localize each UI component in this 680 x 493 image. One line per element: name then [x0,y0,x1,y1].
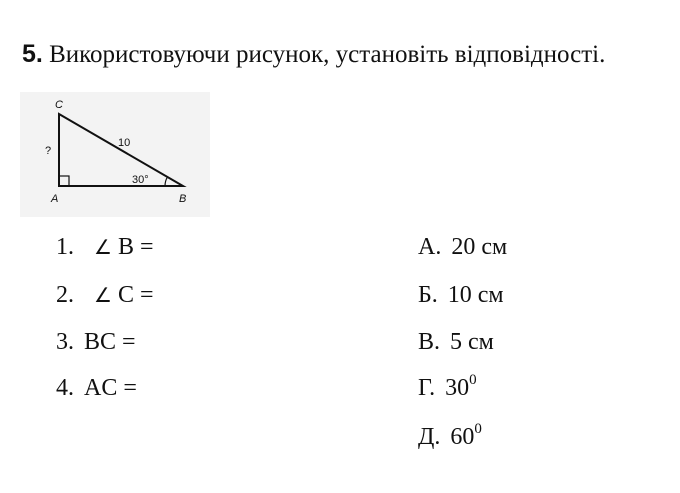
angle-icon: ∠ [94,235,112,259]
degree-superscript: 0 [474,421,482,437]
answer-v [418,327,494,357]
task-number: 5. [22,40,43,68]
answer-value: 10 см [447,282,504,308]
question-text: BC = [84,329,136,355]
answer-value: 20 см [451,234,508,260]
question-number: 2. [56,282,74,308]
triangle-figure [20,92,210,217]
answer-letter: А. [418,234,442,260]
answer-letter: В. [418,329,441,355]
answer-letter: Б. [418,282,438,308]
question-1 [56,232,153,262]
angle-icon: ∠ [94,283,112,307]
unknown-leg-label: ? [45,145,52,157]
angle-b-arc [165,177,167,186]
question-4 [56,373,137,403]
question-number: 1. [56,234,74,260]
degree-superscript: 0 [469,372,477,388]
question-text: B = [117,234,154,260]
right-angle-mark [59,176,69,186]
question-number: 3. [56,329,74,355]
question-3 [56,327,136,357]
angle-b-label: 30° [132,174,149,186]
vertex-c-label: C [55,99,63,111]
answer-b [418,280,504,310]
question-2 [56,280,153,310]
triangle-drawing [20,92,210,217]
answer-value: 30 [445,375,470,401]
answer-letter: Г. [418,375,436,401]
task-heading [22,38,605,71]
triangle-shape [59,114,183,186]
question-text: C = [117,282,154,308]
answer-a [418,232,507,262]
answer-value: 5 см [450,329,494,355]
answer-g [418,373,477,403]
answer-value: 60 [450,424,475,450]
question-number: 4. [56,375,74,401]
vertex-b-label: B [179,193,187,205]
answer-letter: Д. [418,424,441,450]
vertex-a-label: A [51,193,59,205]
question-text: AC = [84,375,137,401]
task-text: Використовуючи рисунок, установіть відповідності. [49,41,606,68]
hypotenuse-label: 10 [118,137,131,149]
answer-d [418,422,482,452]
